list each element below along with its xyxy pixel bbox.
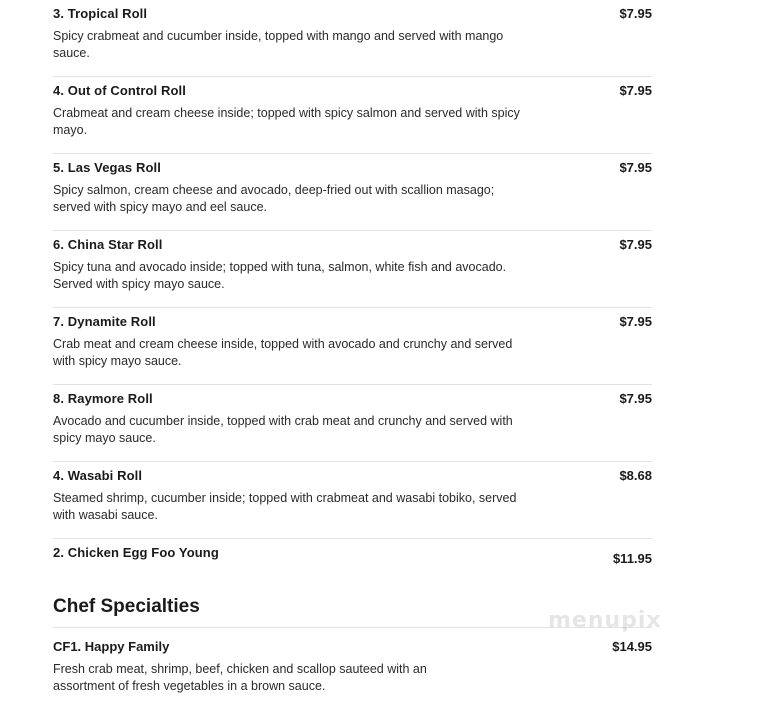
menu-item: [53, 385, 652, 462]
item-description: Fresh crab meat, shrimp, beef, chicken and scallop sauteed with an assortment of fresh vegetables in a brown sauce.: [53, 662, 427, 693]
item-name: 4. Wasabi Roll: [53, 468, 143, 483]
menu-item: [53, 77, 652, 154]
menu-item: [53, 462, 652, 539]
item-name: 5. Las Vegas Roll: [53, 160, 161, 175]
item-description: Avocado and cucumber inside, topped with crab meat and crunchy and served with spicy mayo sauce.: [53, 414, 513, 445]
item-price: $8.68: [619, 468, 652, 483]
item-description: Crab meat and cream cheese inside, topped with avocado and crunchy and served with spicy mayo sauce.: [53, 337, 513, 368]
menu-item: [53, 231, 652, 308]
item-price: $7.95: [619, 391, 652, 406]
item-name: 2. Chicken Egg Foo Young: [53, 545, 219, 560]
item-name: 8. Raymore Roll: [53, 391, 153, 406]
item-price: $11.95: [612, 551, 652, 566]
menu-list: [53, 0, 652, 585]
item-price: $7.95: [619, 237, 652, 252]
item-name: 7. Dynamite Roll: [53, 314, 156, 329]
item-name: 4. Out of Control Roll: [53, 83, 186, 98]
item-description: Spicy tuna and avocado inside; topped with tuna, salmon, white fish and avocado. Served with spicy mayo sauce.: [53, 260, 507, 291]
watermark-logo: menupix: [548, 608, 662, 633]
item-description: Crabmeat and cream cheese inside; topped with spicy salmon and served with spicy mayo.: [53, 106, 520, 137]
item-description: Steamed shrimp, cucumber inside; topped with crabmeat and wasabi tobiko, served with wasabi sauce.: [53, 491, 517, 522]
item-name: 3. Tropical Roll: [53, 6, 148, 21]
item-description: Spicy salmon, cream cheese and avocado, deep-fried out with scallion masago; served with spicy mayo and eel sauce.: [53, 183, 495, 214]
section-title: Chef Specialties: [53, 596, 200, 617]
menu-item: [53, 539, 652, 585]
menu-item: [53, 0, 652, 77]
item-price: $7.95: [619, 160, 652, 175]
item-name: CF1. Happy Family: [53, 639, 170, 654]
item-price: $7.95: [619, 6, 652, 21]
item-price: $14.95: [612, 639, 652, 654]
item-description: Spicy crabmeat and cucumber inside, topped with mango and served with mango sauce.: [53, 29, 504, 60]
menu-item: [53, 308, 652, 385]
item-price: $7.95: [619, 83, 652, 98]
menu-item: [53, 154, 652, 231]
item-price: $7.95: [619, 314, 652, 329]
item-name: 6. China Star Roll: [53, 237, 163, 252]
